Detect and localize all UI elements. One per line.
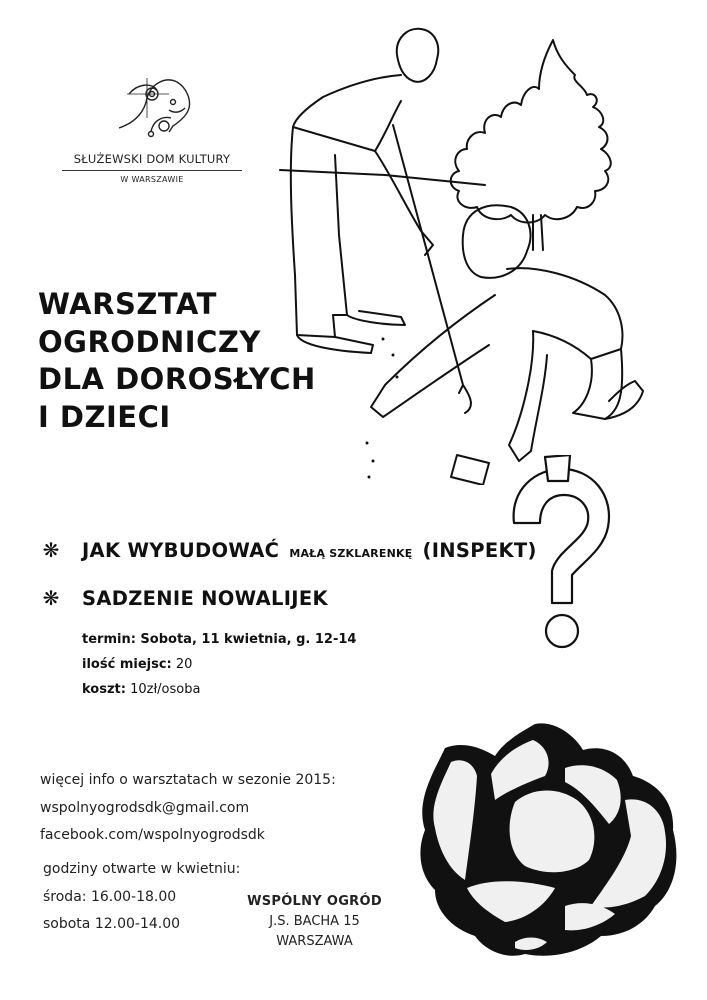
garden-address xyxy=(232,892,397,952)
cost-value: 10zł/osoba xyxy=(130,682,201,697)
title-line-2: OGRODNICZY xyxy=(38,324,261,359)
event-date: termin: Sobota, 11 kwietnia, g. 12-14 xyxy=(82,632,357,647)
garden-name: WSPÓLNY OGRÓD xyxy=(247,894,382,909)
hours-wednesday: środa: 16.00-18.00 xyxy=(43,888,177,905)
topic-item-greenhouse xyxy=(40,526,537,574)
title-line-4: I DZIECI xyxy=(38,399,171,434)
asterisk-star-icon: ❋ xyxy=(42,586,60,610)
seats-value: 20 xyxy=(175,657,193,672)
cabbage-illustration xyxy=(405,710,695,980)
organization-city: W WARSZAWIE xyxy=(120,175,184,184)
workshop-topics xyxy=(40,526,537,622)
man-and-boy-gardening-illustration xyxy=(275,15,695,485)
event-details xyxy=(82,627,356,702)
cost-label: koszt: xyxy=(82,682,126,697)
contact-email: wspolnyogrodsdk@gmail.com xyxy=(40,799,250,816)
facebook-link: facebook.com/wspolnyogrodsdk xyxy=(40,827,265,843)
hours-saturday: sobota 12.00-14.00 xyxy=(43,916,181,932)
hours-heading: godziny otwarte w kwietniu: xyxy=(43,861,241,877)
topic-text: SADZENIE NOWALIJEK xyxy=(82,586,328,610)
page-title xyxy=(38,286,316,436)
asterisk-star-icon: ❋ xyxy=(42,538,60,562)
garden-street: J.S. BACHA 15 xyxy=(269,914,360,929)
title-line-3: DLA DOROSŁYCH xyxy=(38,362,316,396)
more-info xyxy=(40,767,336,850)
sdk-logo xyxy=(62,70,242,190)
opening-hours xyxy=(43,856,240,939)
garden-city: WARSZAWA xyxy=(276,934,353,949)
topic-text: JAK WYBUDOWAĆ MAŁĄ SZKLARENKĘ (INSPEKT) xyxy=(82,538,537,562)
seats-label: ilość miejsc: xyxy=(82,657,172,672)
ram-head-logo-icon xyxy=(107,70,197,142)
info-heading: więcej info o warsztatach w sezonie 2015: xyxy=(40,772,336,788)
organization-name: SŁUŻEWSKI DOM KULTURY xyxy=(62,152,242,171)
topic-item-planting xyxy=(40,574,537,622)
title-line-1: WARSZTAT xyxy=(38,287,217,321)
